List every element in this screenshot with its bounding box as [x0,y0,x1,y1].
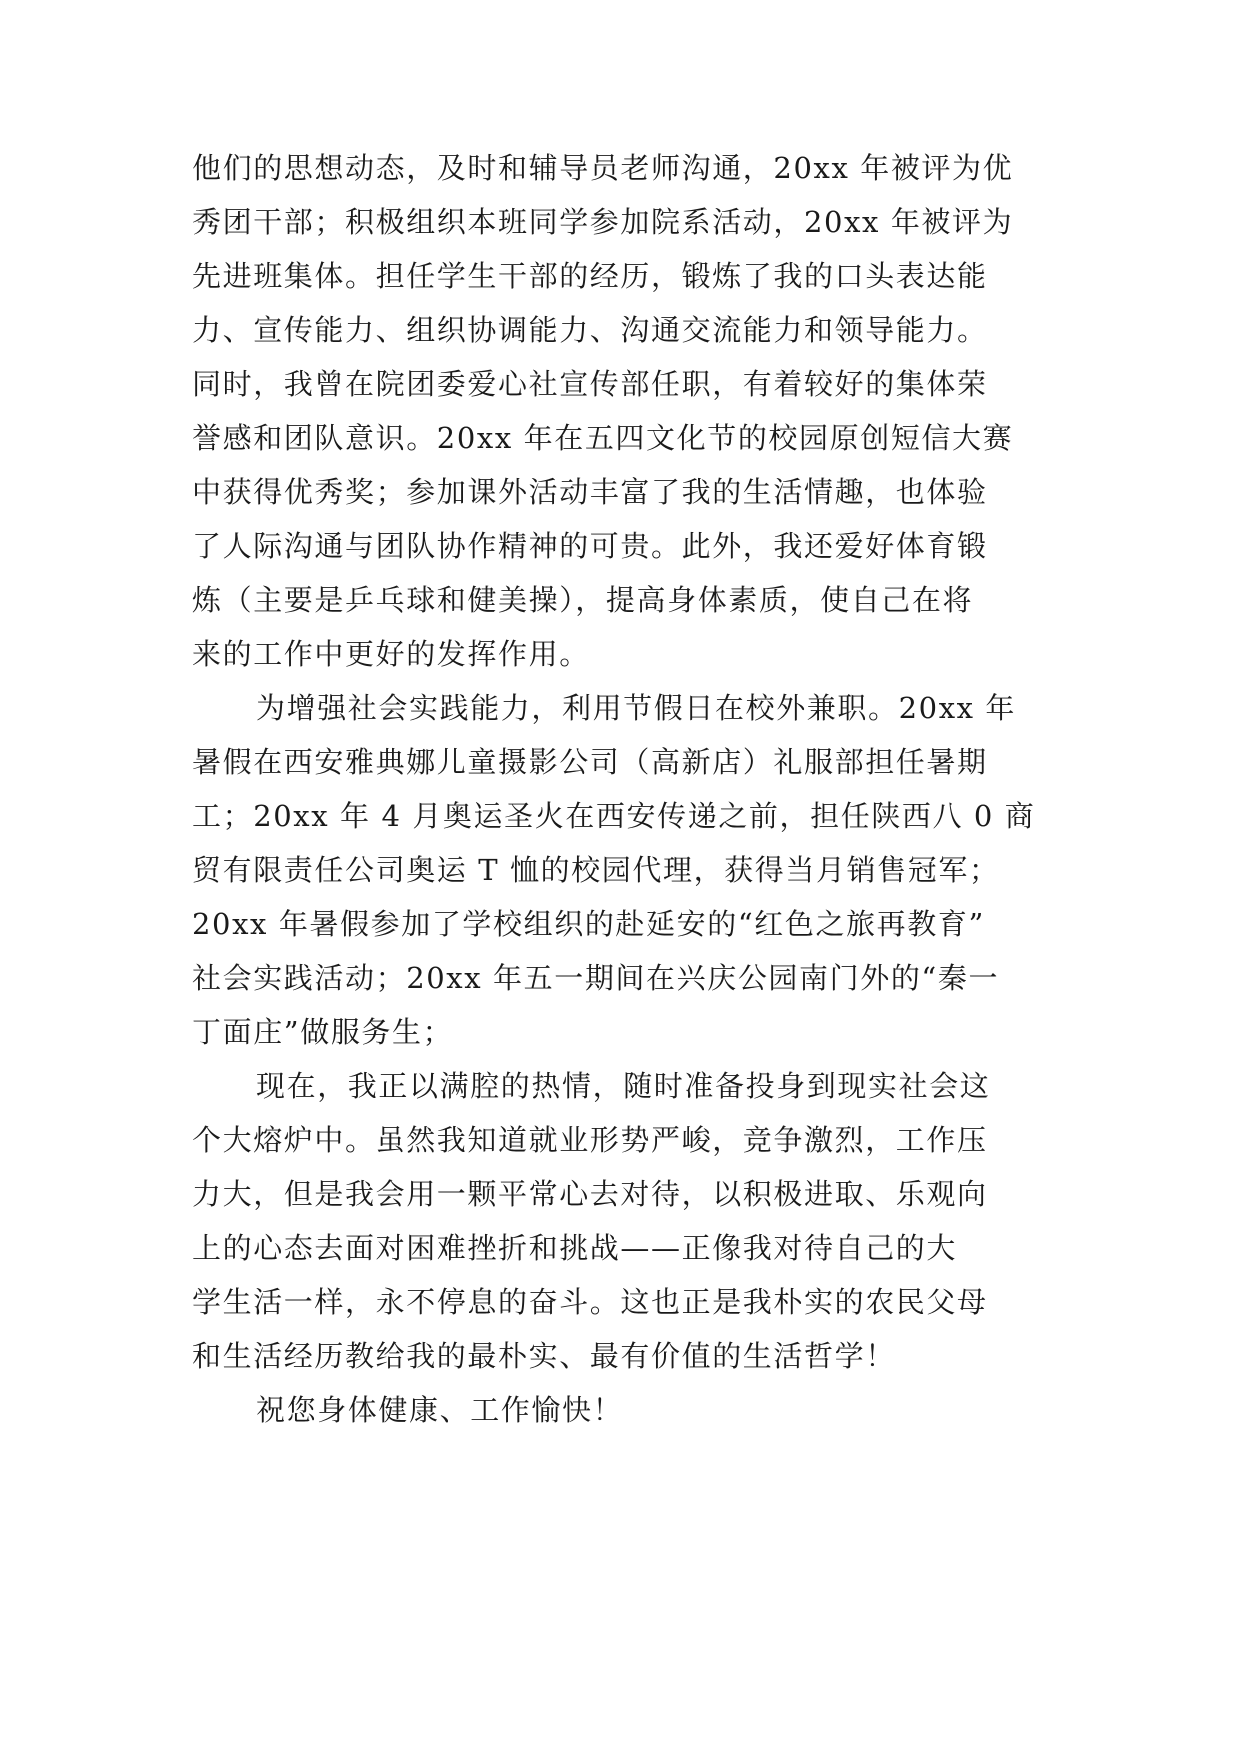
text-line: 丁面庄”做服务生； [192,1015,454,1049]
text-line: 学生活一样，永不停息的奋斗。这也正是我朴实的农民父母 [192,1285,988,1319]
paragraph-first-line: 为增强社会实践能力，利用节假日在校外兼职。20xx 年 [256,691,1017,725]
text-line: 秀团干部；积极组织本班同学参加院系活动，20xx 年被评为 [192,205,1014,239]
text-line: 工；20xx 年 4 月奥运圣火在西安传递之前，担任陕西八 0 商 [192,799,1036,833]
closing-line: 祝您身体健康、工作愉快！ [256,1393,624,1427]
text-line: 中获得优秀奖；参加课外活动丰富了我的生活情趣，也体验 [192,475,988,509]
text-line: 炼（主要是乒乓球和健美操），提高身体素质，使自己在将 [192,583,974,617]
text-line: 20xx 年暑假参加了学校组织的赴延安的“红色之旅再教育” [192,907,985,941]
paragraph-first-line: 现在，我正以满腔的热情，随时准备投身到现实社会这 [256,1069,991,1103]
text-line: 暑假在西安雅典娜儿童摄影公司（高新店）礼服部担任暑期 [192,745,988,779]
text-line: 同时，我曾在院团委爱心社宣传部任职，有着较好的集体荣 [192,367,988,401]
text-line: 力大，但是我会用一颗平常心去对待，以积极进取、乐观向 [192,1177,988,1211]
text-line: 来的工作中更好的发挥作用。 [192,637,590,671]
text-line: 他们的思想动态，及时和辅导员老师沟通，20xx 年被评为优 [192,151,1014,185]
text-line: 上的心态去面对困难挫折和挑战——正像我对待自己的大 [192,1231,958,1265]
text-line: 个大熔炉中。虽然我知道就业形势严峻，竞争激烈，工作压 [192,1123,988,1157]
text-line: 先进班集体。担任学生干部的经历，锻炼了我的口头表达能 [192,259,988,293]
text-line: 和生活经历教给我的最朴实、最有价值的生活哲学！ [192,1339,896,1373]
text-line: 社会实践活动；20xx 年五一期间在兴庆公园南门外的“秦一 [192,961,1000,995]
text-line: 力、宣传能力、组织协调能力、沟通交流能力和领导能力。 [192,313,988,347]
text-line: 贸有限责任公司奥运 T 恤的校园代理，获得当月销售冠军； [192,853,1000,887]
text-line: 誉感和团队意识。20xx 年在五四文化节的校园原创短信大赛 [192,421,1014,455]
text-line: 了人际沟通与团队协作精神的可贵。此外，我还爱好体育锻 [192,529,988,563]
